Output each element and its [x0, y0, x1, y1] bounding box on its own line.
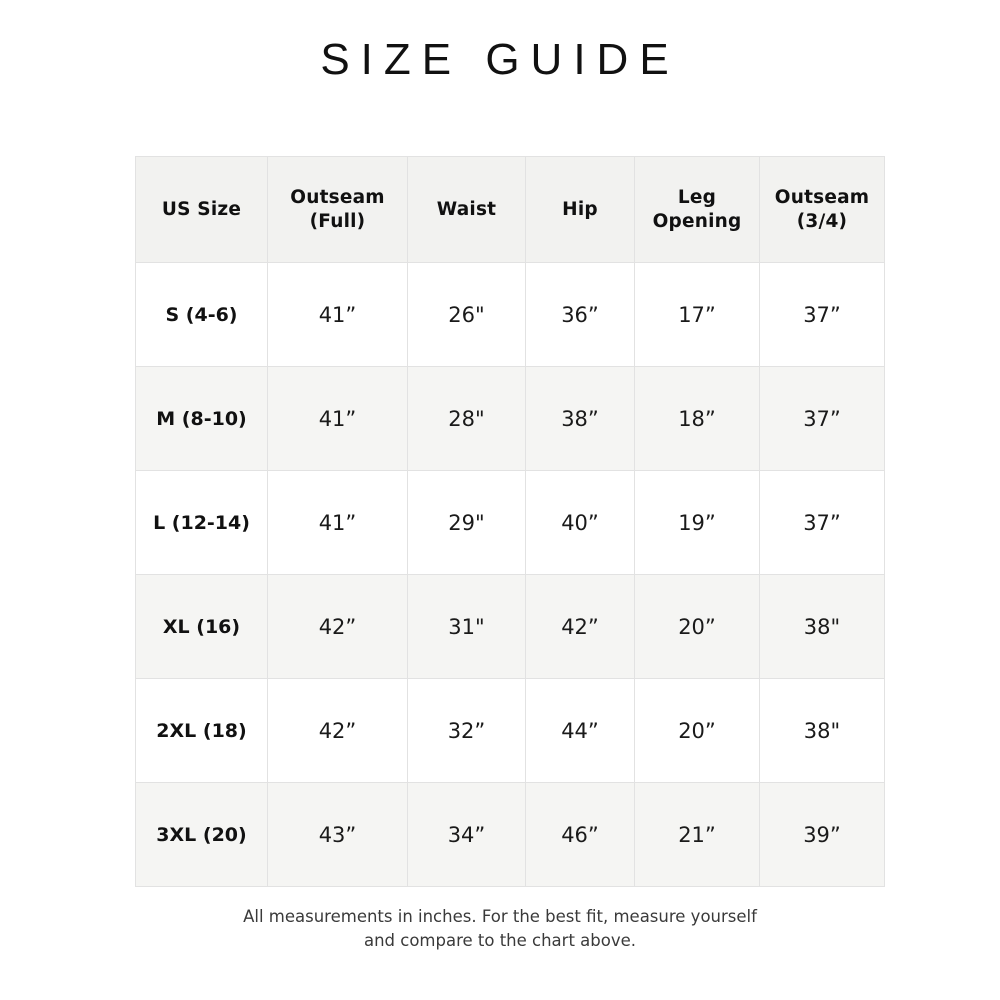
cell-waist: 32” — [408, 679, 526, 783]
cell-waist: 28" — [408, 367, 526, 471]
column-header-outseam-full — [268, 157, 408, 263]
cell-outseam-three-quarter: 37” — [760, 471, 885, 575]
cell-size: S (4-6) — [136, 263, 268, 367]
cell-leg-opening: 20” — [635, 679, 760, 783]
cell-leg-opening: 21” — [635, 783, 760, 887]
cell-size: XL (16) — [136, 575, 268, 679]
cell-leg-opening: 18” — [635, 367, 760, 471]
cell-hip: 40” — [526, 471, 635, 575]
table-row — [136, 783, 885, 887]
cell-hip: 46” — [526, 783, 635, 887]
cell-size: 2XL (18) — [136, 679, 268, 783]
cell-outseam-three-quarter: 38" — [760, 575, 885, 679]
size-table — [135, 156, 885, 887]
cell-size: 3XL (20) — [136, 783, 268, 887]
table-body — [136, 263, 885, 887]
footnote — [135, 905, 865, 953]
table-row — [136, 263, 885, 367]
cell-waist: 31" — [408, 575, 526, 679]
table-row — [136, 367, 885, 471]
cell-waist: 34” — [408, 783, 526, 887]
cell-outseam-three-quarter: 37” — [760, 367, 885, 471]
cell-size: L (12-14) — [136, 471, 268, 575]
footnote-line-1: All measurements in inches. For the best fit, measure yourself — [243, 907, 757, 926]
cell-outseam-three-quarter: 39” — [760, 783, 885, 887]
cell-outseam-full: 41” — [268, 263, 408, 367]
column-header-outseam-three-quarter-line1: Outseam — [774, 187, 870, 209]
cell-size: M (8-10) — [136, 367, 268, 471]
cell-leg-opening: 20” — [635, 575, 760, 679]
cell-outseam-full: 42” — [268, 679, 408, 783]
table-row — [136, 575, 885, 679]
cell-outseam-three-quarter: 37” — [760, 263, 885, 367]
cell-leg-opening: 19” — [635, 471, 760, 575]
column-header-outseam-full-line1: Outseam — [290, 187, 385, 209]
footnote-line-2: and compare to the chart above. — [363, 930, 637, 950]
cell-hip: 42” — [526, 575, 635, 679]
cell-outseam-three-quarter: 38" — [760, 679, 885, 783]
table-header-row — [136, 157, 885, 263]
cell-hip: 36” — [526, 263, 635, 367]
size-table-container — [135, 156, 870, 887]
column-header-leg-opening — [635, 157, 760, 263]
cell-outseam-full: 42” — [268, 575, 408, 679]
column-header-hip: Hip — [526, 157, 635, 263]
column-header-outseam-full-line2: (Full) — [309, 210, 366, 232]
cell-waist: 29" — [408, 471, 526, 575]
column-header-us-size: US Size — [136, 157, 268, 263]
cell-hip: 38” — [526, 367, 635, 471]
column-header-outseam-three-quarter-line2: (3/4) — [796, 210, 848, 232]
column-header-leg-opening-line1: Leg — [677, 187, 717, 209]
cell-outseam-full: 41” — [268, 471, 408, 575]
column-header-leg-opening-line2: Opening — [652, 210, 742, 232]
cell-leg-opening: 17” — [635, 263, 760, 367]
column-header-outseam-three-quarter — [760, 157, 885, 263]
table-row — [136, 471, 885, 575]
cell-outseam-full: 41” — [268, 367, 408, 471]
table-header — [136, 157, 885, 263]
cell-hip: 44” — [526, 679, 635, 783]
cell-outseam-full: 43” — [268, 783, 408, 887]
column-header-waist: Waist — [408, 157, 526, 263]
page-title: SIZE GUIDE — [320, 35, 680, 84]
cell-waist: 26" — [408, 263, 526, 367]
table-row — [136, 679, 885, 783]
